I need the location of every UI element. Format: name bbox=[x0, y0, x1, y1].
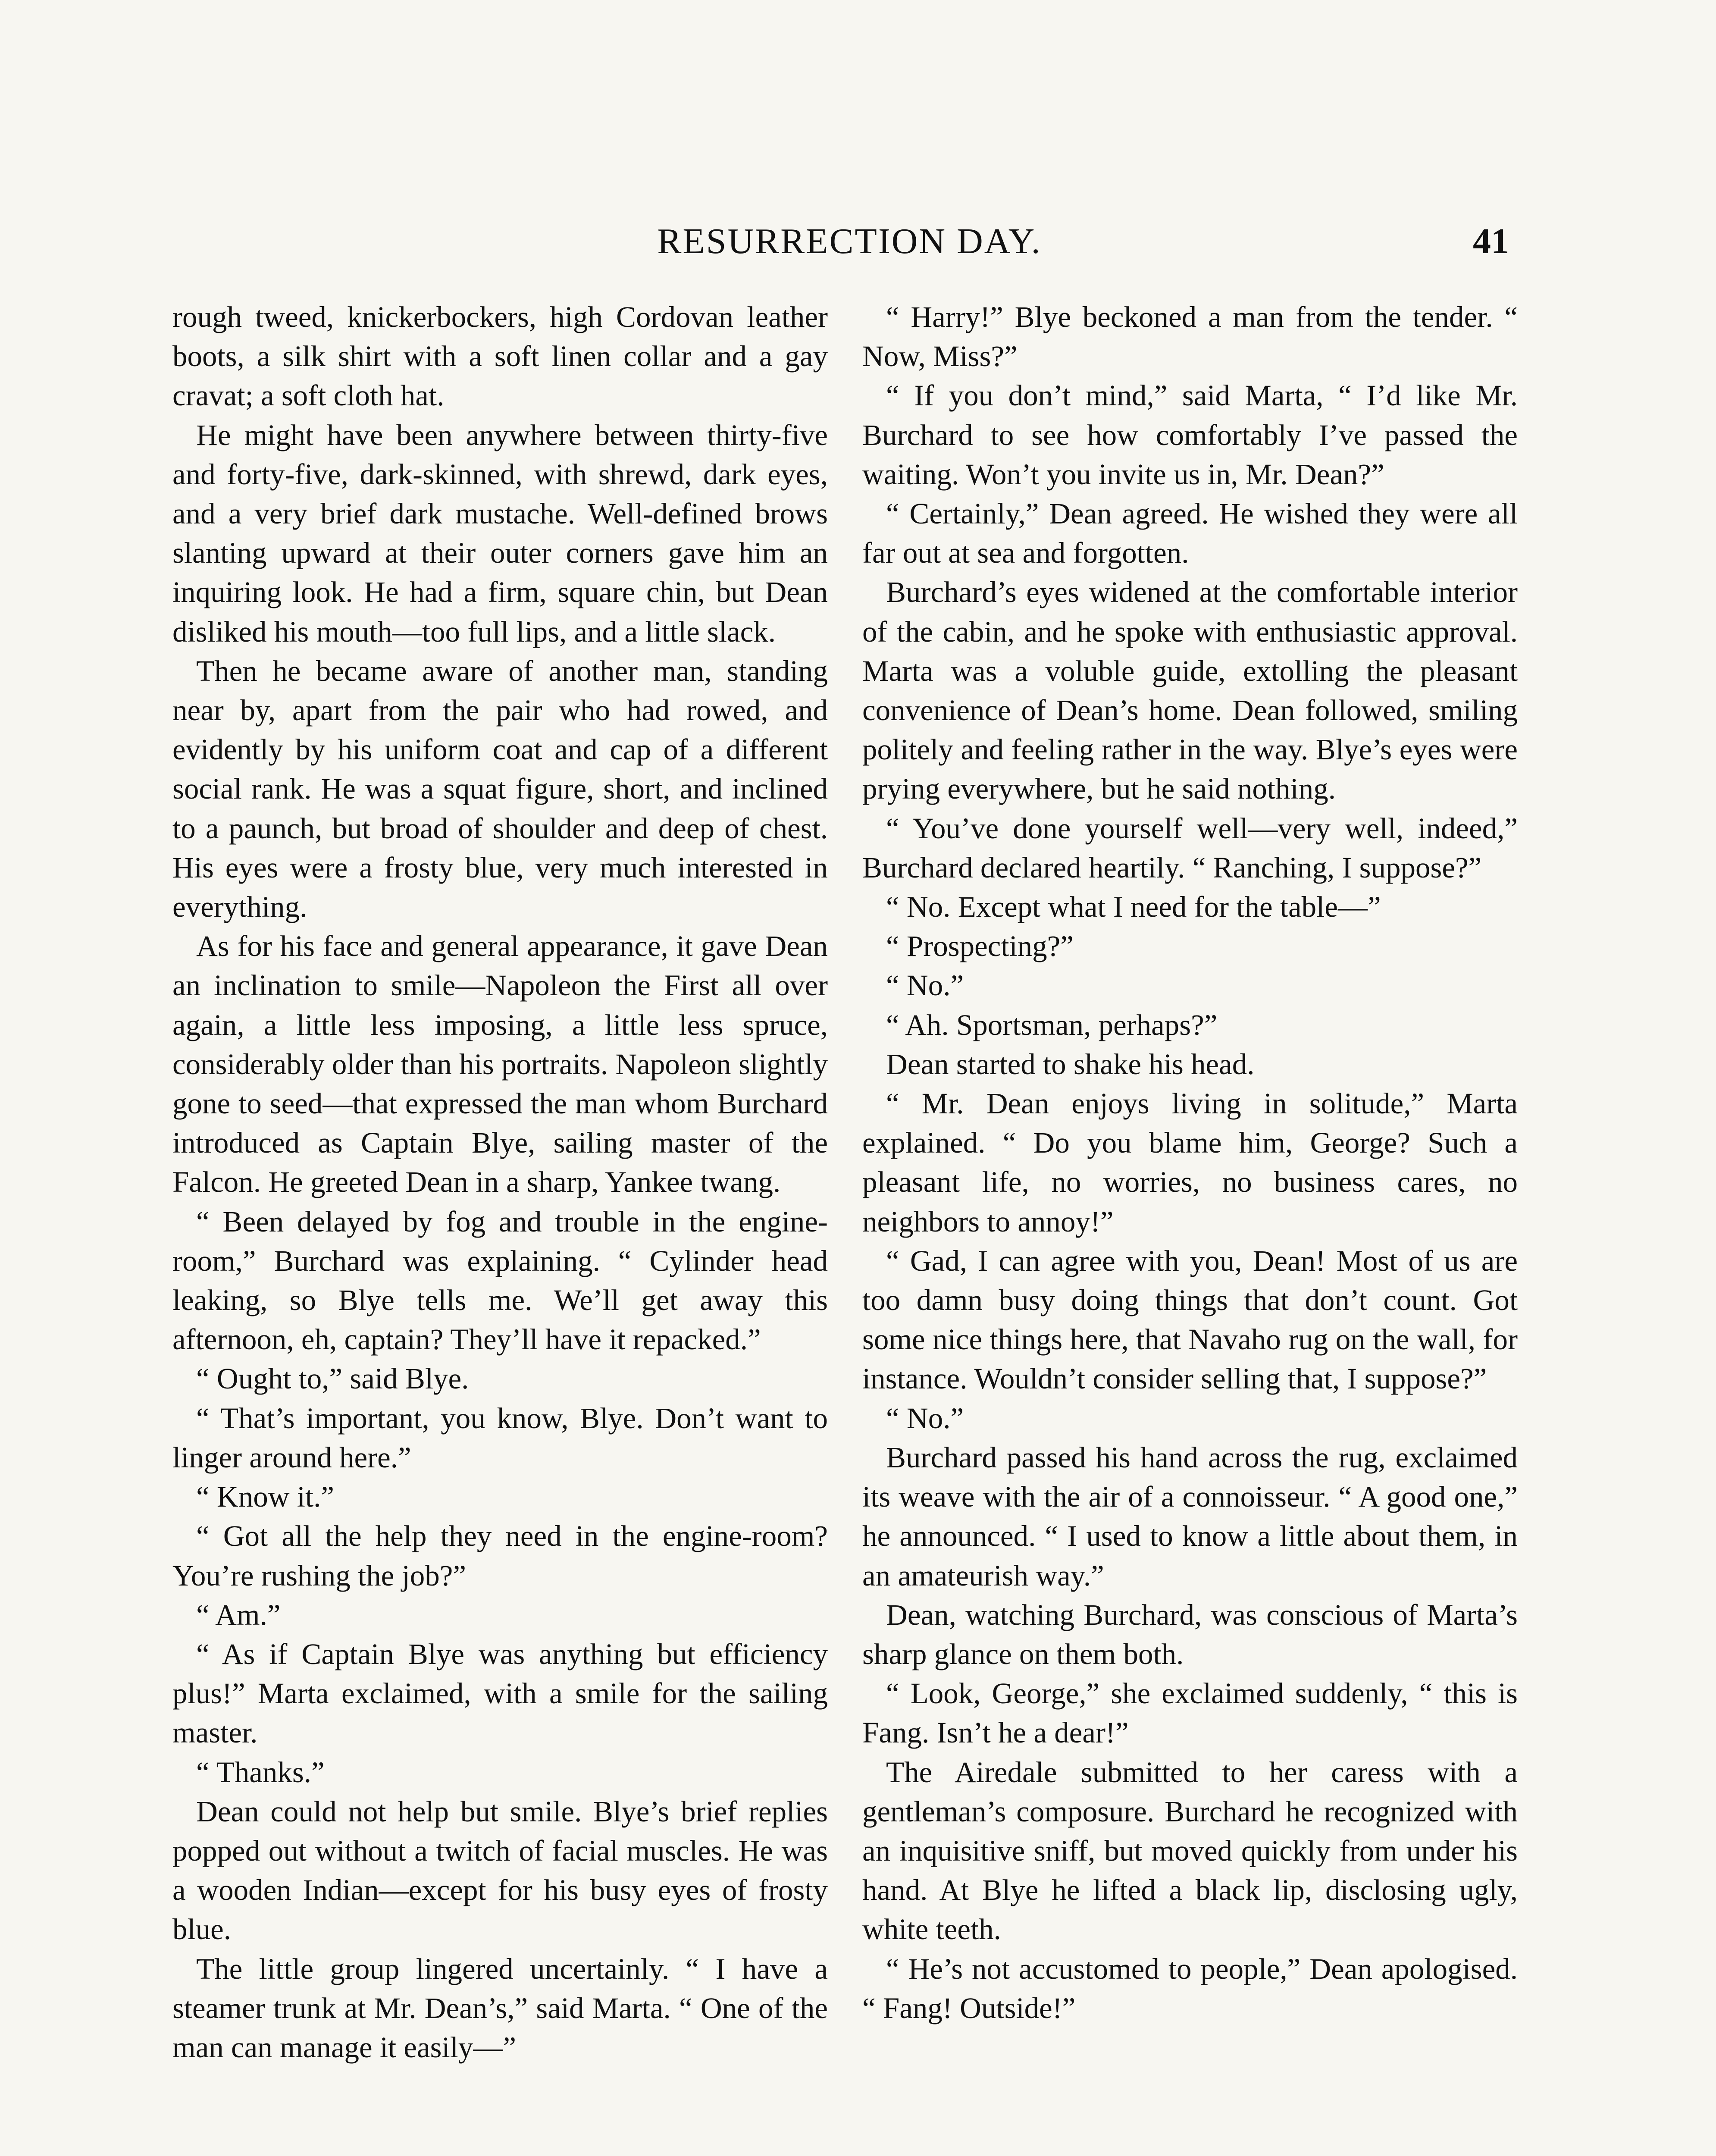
paragraph: “ Harry!” Blye beckoned a man from the tender. “ Now, Miss?” bbox=[862, 301, 1518, 373]
paragraph: “ If you don’t mind,” said Marta, “ I’d like Mr. Burchard to see how comfortably I’ve passed the waiting. Won’t you invite us in, Mr. Dean?” bbox=[862, 379, 1518, 491]
paragraph: The little group lingered uncertainly. “ I have a steamer trunk at Mr. Dean’s,” said Marta. “ One of the man can manage it easily—” bbox=[172, 1952, 828, 2064]
paragraph: Dean started to shake his head. bbox=[886, 1047, 1255, 1081]
page-number: 41 bbox=[1473, 221, 1509, 261]
paragraph: He might have been anywhere between thirty-five and forty-five, dark-skinned, with shrewd, dark eyes, and a very brief dark mustache. Well-defined brows slanting upward at their outer corners gave him an inquiring look. He had a firm, square chin, but Dean disliked his mouth—too full lips, and a little slack. bbox=[172, 418, 828, 648]
paragraph: “ Look, George,” she exclaimed suddenly, “ this is Fang. Isn’t he a dear!” bbox=[862, 1677, 1518, 1749]
paragraph: “ He’s not accustomed to people,” Dean apologised. “ Fang! Outside!” bbox=[862, 1952, 1518, 2024]
paragraph: “ No.” bbox=[886, 1401, 964, 1435]
paragraph: “ Got all the help they need in the engine-room? You’re rushing the job?” bbox=[172, 1520, 828, 1592]
paragraph: Dean, watching Burchard, was conscious of Marta’s sharp glance on them both. bbox=[862, 1598, 1518, 1670]
paragraph: “ Ah. Sportsman, perhaps?” bbox=[886, 1008, 1218, 1041]
page-header bbox=[172, 218, 1526, 265]
paragraph: Then he became aware of another man, standing near by, apart from the pair who had rowed, and evidently by his uniform coat and cap of a different social rank. He was a squat figure, short, and inclined to a paunch, but broad of shoulder and deep of chest. His eyes were a frosty blue, very much interested in everything. bbox=[172, 654, 828, 924]
paragraph: As for his face and general appearance, it gave Dean an inclination to smile—Napoleon the First all over again, a little less imposing, a little less spruce, considerably older than his portraits. Napoleon slightly gone to seed—that expressed the man whom Burchard introduced as Captain Blye, sailing master of the Falcon. He greeted Dean in a sharp, Yankee twang. bbox=[172, 930, 828, 1199]
paragraph: “ Know it.” bbox=[196, 1480, 335, 1514]
paragraph: “ Am.” bbox=[196, 1598, 281, 1631]
paragraph: “ No.” bbox=[886, 969, 964, 1002]
paragraph: “ Been delayed by fog and trouble in the engine-room,” Burchard was explaining. “ Cylinder head leaking, so Blye tells me. We’ll get away this afternoon, eh, captain? They’ll have it repacked.” bbox=[172, 1205, 828, 1356]
right-column bbox=[862, 298, 1518, 2028]
paragraph: Burchard passed his hand across the rug, exclaimed its weave with the air of a connoisseur. “ A good one,” he announced. “ I used to know a little about them, in an amateurish way.” bbox=[862, 1441, 1518, 1592]
paragraph: “ That’s important, you know, Blye. Don’t want to linger around here.” bbox=[172, 1401, 828, 1474]
paragraph: “ You’ve done yourself well—very well, indeed,” Burchard declared heartily. “ Ranching, I suppose?” bbox=[862, 812, 1518, 884]
paragraph: Dean could not help but smile. Blye’s brief replies popped out without a twitch of facial muscles. He was a wooden Indian—except for his busy eyes of frosty blue. bbox=[172, 1795, 828, 1946]
left-column bbox=[172, 298, 828, 2067]
paragraph: The Airedale submitted to her caress with a gentleman’s composure. Burchard he recognized with an inquisitive sniff, but moved quickly from under his hand. At Blye he lifted a black lip, disclosing ugly, white teeth. bbox=[862, 1755, 1518, 1946]
paragraph: “ Prospecting?” bbox=[886, 930, 1074, 963]
paragraph: “ Thanks.” bbox=[196, 1755, 325, 1789]
running-title: RESURRECTION DAY. bbox=[657, 221, 1042, 261]
paragraph: rough tweed, knickerbockers, high Cordovan leather boots, a silk shirt with a soft linen collar and a gay cravat; a soft cloth hat. bbox=[172, 301, 828, 412]
paragraph: “ Mr. Dean enjoys living in solitude,” Marta explained. “ Do you blame him, George? Such a pleasant life, no worries, no business cares, no neighbors to annoy!” bbox=[862, 1087, 1518, 1238]
paragraph: “ Certainly,” Dean agreed. He wished they were all far out at sea and forgotten. bbox=[862, 497, 1518, 570]
paragraph: “ Gad, I can agree with you, Dean! Most of us are too damn busy doing things that don’t count. Got some nice things here, that Navaho rug on the wall, for instance. Wouldn’t consider selling that, I suppose?” bbox=[862, 1244, 1518, 1395]
paragraph: “ No. Except what I need for the table—” bbox=[886, 890, 1381, 924]
paragraph: “ Ought to,” said Blye. bbox=[196, 1362, 469, 1395]
paragraph: Burchard’s eyes widened at the comfortable interior of the cabin, and he spoke with enthusiastic approval. Marta was a voluble guide, extolling the pleasant convenience of Dean’s home. Dean followed, smiling politely and feeling rather in the way. Blye’s eyes were prying everywhere, but he said nothing. bbox=[862, 576, 1518, 805]
paragraph: “ As if Captain Blye was anything but efficiency plus!” Marta exclaimed, with a smile for the sailing master. bbox=[172, 1637, 828, 1749]
